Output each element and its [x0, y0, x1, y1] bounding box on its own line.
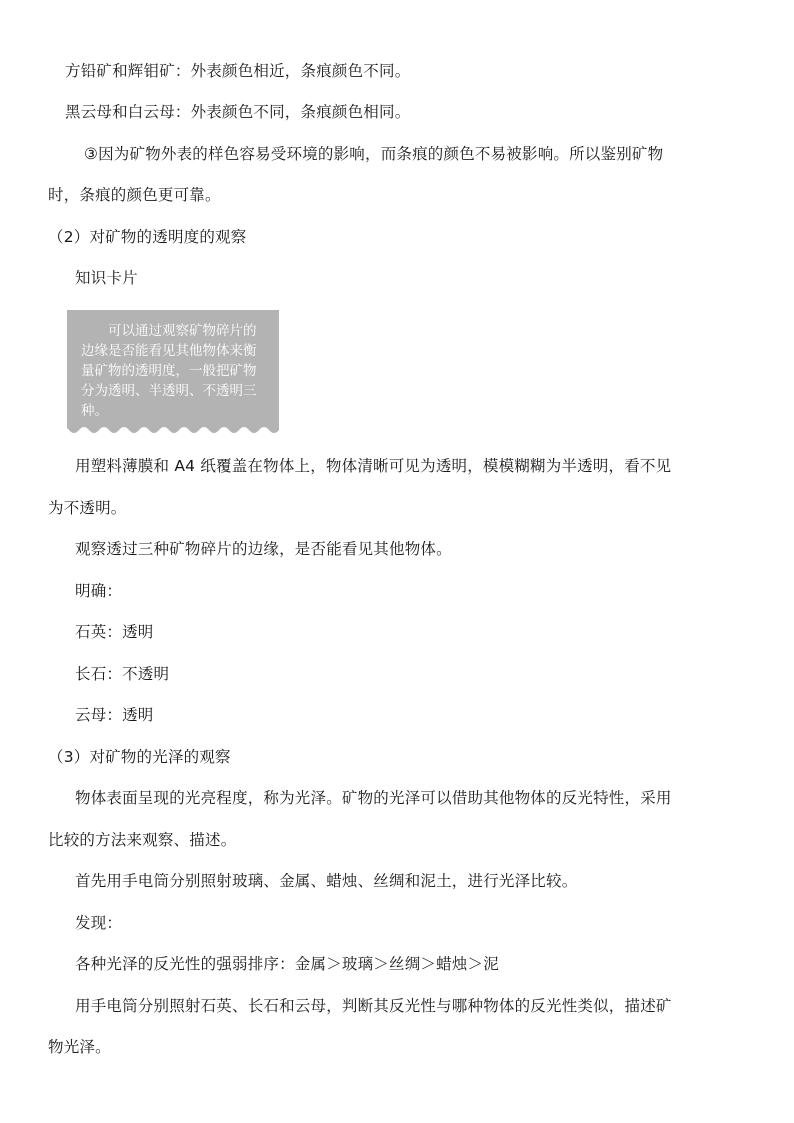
text-line: 黑云母和白云母：外表颜色不同，条痕颜色相同。: [65, 103, 411, 121]
text-line: 用手电筒分别照射石英、长石和云母，判断其反光性与哪种物体的反光性类似，描述矿: [75, 997, 672, 1015]
knowledge-card: [67, 310, 279, 438]
text-line: 首先用手电筒分别照射玻璃、金属、蜡烛、丝绸和泥土，进行光泽比较。: [75, 872, 578, 890]
card-title: 知识卡片: [75, 269, 138, 287]
card-text: 可以通过观察矿物碎片的边缘是否能看见其他物体来衡量矿物的透明度，一般把矿物分为透明、半透明、不透明三种。: [81, 323, 257, 419]
text-line: 明确：: [75, 582, 123, 600]
text-line: 为不透明。: [48, 499, 127, 517]
text-line: 长石：不透明: [75, 665, 170, 683]
text-line: 石英：透明: [75, 623, 154, 641]
text-line: 物光泽。: [48, 1038, 111, 1056]
text-line: ③因为矿物外表的样色容易受环境的影响，而条痕的颜色不易被影响。所以鉴别矿物: [84, 145, 664, 163]
text-line: 用塑料薄膜和 A4 纸覆盖在物体上，物体清晰可见为透明，模模糊糊为半透明，看不见: [75, 457, 672, 475]
text-line: 观察透过三种矿物碎片的边缘，是否能看见其他物体。: [75, 540, 452, 558]
text-line: 发现：: [75, 914, 123, 932]
text-line: 方铅矿和辉钼矿：外表颜色相近，条痕颜色不同。: [65, 62, 411, 80]
text-line: 物体表面呈现的光亮程度，称为光泽。矿物的光泽可以借助其他物体的反光特性，采用: [75, 789, 672, 807]
section-heading: （2）对矿物的透明度的观察: [48, 228, 247, 246]
text-line: 云母：透明: [75, 706, 154, 724]
section-heading: （3）对矿物的光泽的观察: [48, 748, 231, 766]
text-line: 时，条痕的颜色更可靠。: [48, 186, 221, 204]
text-line: 各种光泽的反光性的强弱排序：金属＞玻璃＞丝绸＞蜡烛＞泥: [75, 955, 499, 973]
text-line: 比较的方法来观察、描述。: [48, 831, 237, 849]
